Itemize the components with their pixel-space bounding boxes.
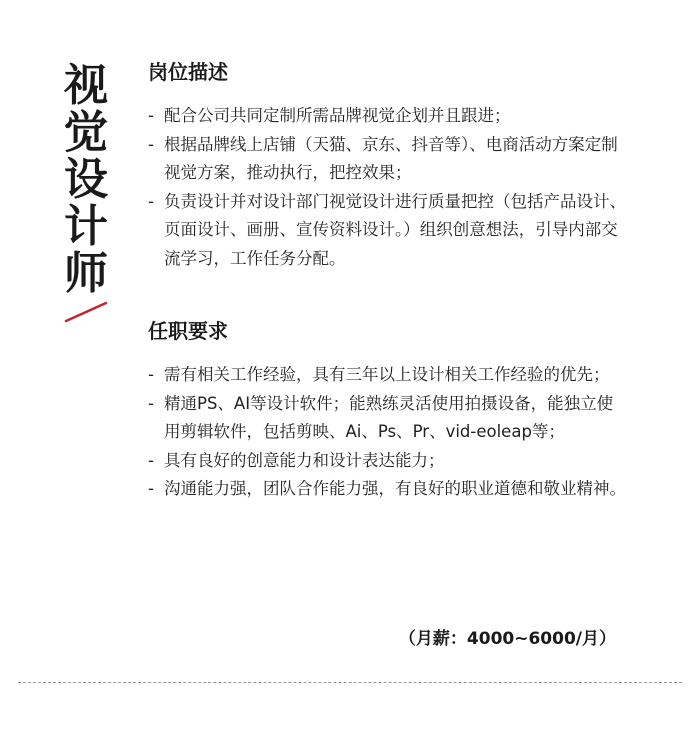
- job-title-char: 觉: [64, 107, 108, 158]
- job-title-char: 计: [64, 201, 108, 252]
- bullet-dash: -: [148, 450, 154, 470]
- list-item-text: 根据品牌线上店铺（天猫、京东、抖音等）、电商活动方案定制视觉方案，推动执行，把控效果；: [164, 134, 618, 182]
- job-content: [148, 58, 628, 548]
- list-item: [148, 188, 628, 274]
- accent-slash-icon: [64, 301, 108, 323]
- list-item-text: 需有相关工作经验，具有三年以上设计相关工作经验的优先；: [164, 365, 610, 384]
- requirements-section: [148, 317, 628, 504]
- list-item: [148, 131, 628, 188]
- salary-text: （月薪：4000~6000/月）: [398, 629, 616, 649]
- job-title-char: 师: [64, 248, 108, 299]
- list-item: [148, 475, 628, 504]
- bullet-dash: -: [148, 365, 154, 384]
- dashed-divider: [18, 682, 682, 683]
- list-item-text: 负责设计并对设计部门视觉设计进行质量把控（包括产品设计、页面设计、画册、宣传资料设计。）组织创意想法，引导内部交流学习，工作任务分配。: [164, 191, 626, 268]
- description-heading: 岗位描述: [148, 60, 228, 84]
- list-item: [148, 361, 628, 390]
- list-item: [148, 390, 628, 447]
- bullet-dash: -: [148, 134, 154, 154]
- list-item-text: 沟通能力强，团队合作能力强，有良好的职业道德和敬业精神。: [164, 479, 626, 498]
- list-item-text: 配合公司共同定制所需品牌视觉企划并且跟进；: [164, 106, 511, 125]
- bullet-dash: -: [148, 106, 154, 125]
- job-title-char: 视: [64, 60, 108, 111]
- list-item-text: 精通PS、AI等设计软件；能熟练灵活使用拍摄设备，能独立使用剪辑软件，包括剪映、Ai、Ps、Pr、vid-eoleap等；: [164, 393, 614, 441]
- list-item: [148, 447, 628, 476]
- bullet-dash: -: [148, 393, 154, 413]
- requirements-heading: 任职要求: [148, 319, 228, 343]
- description-section: [148, 58, 628, 273]
- list-item-text: 具有良好的创意能力和设计表达能力；: [164, 450, 445, 470]
- job-title-char: 设: [64, 154, 108, 205]
- list-item: [148, 102, 628, 131]
- bullet-dash: -: [148, 479, 154, 498]
- job-title-vertical: [60, 62, 112, 297]
- bullet-dash: -: [148, 191, 154, 211]
